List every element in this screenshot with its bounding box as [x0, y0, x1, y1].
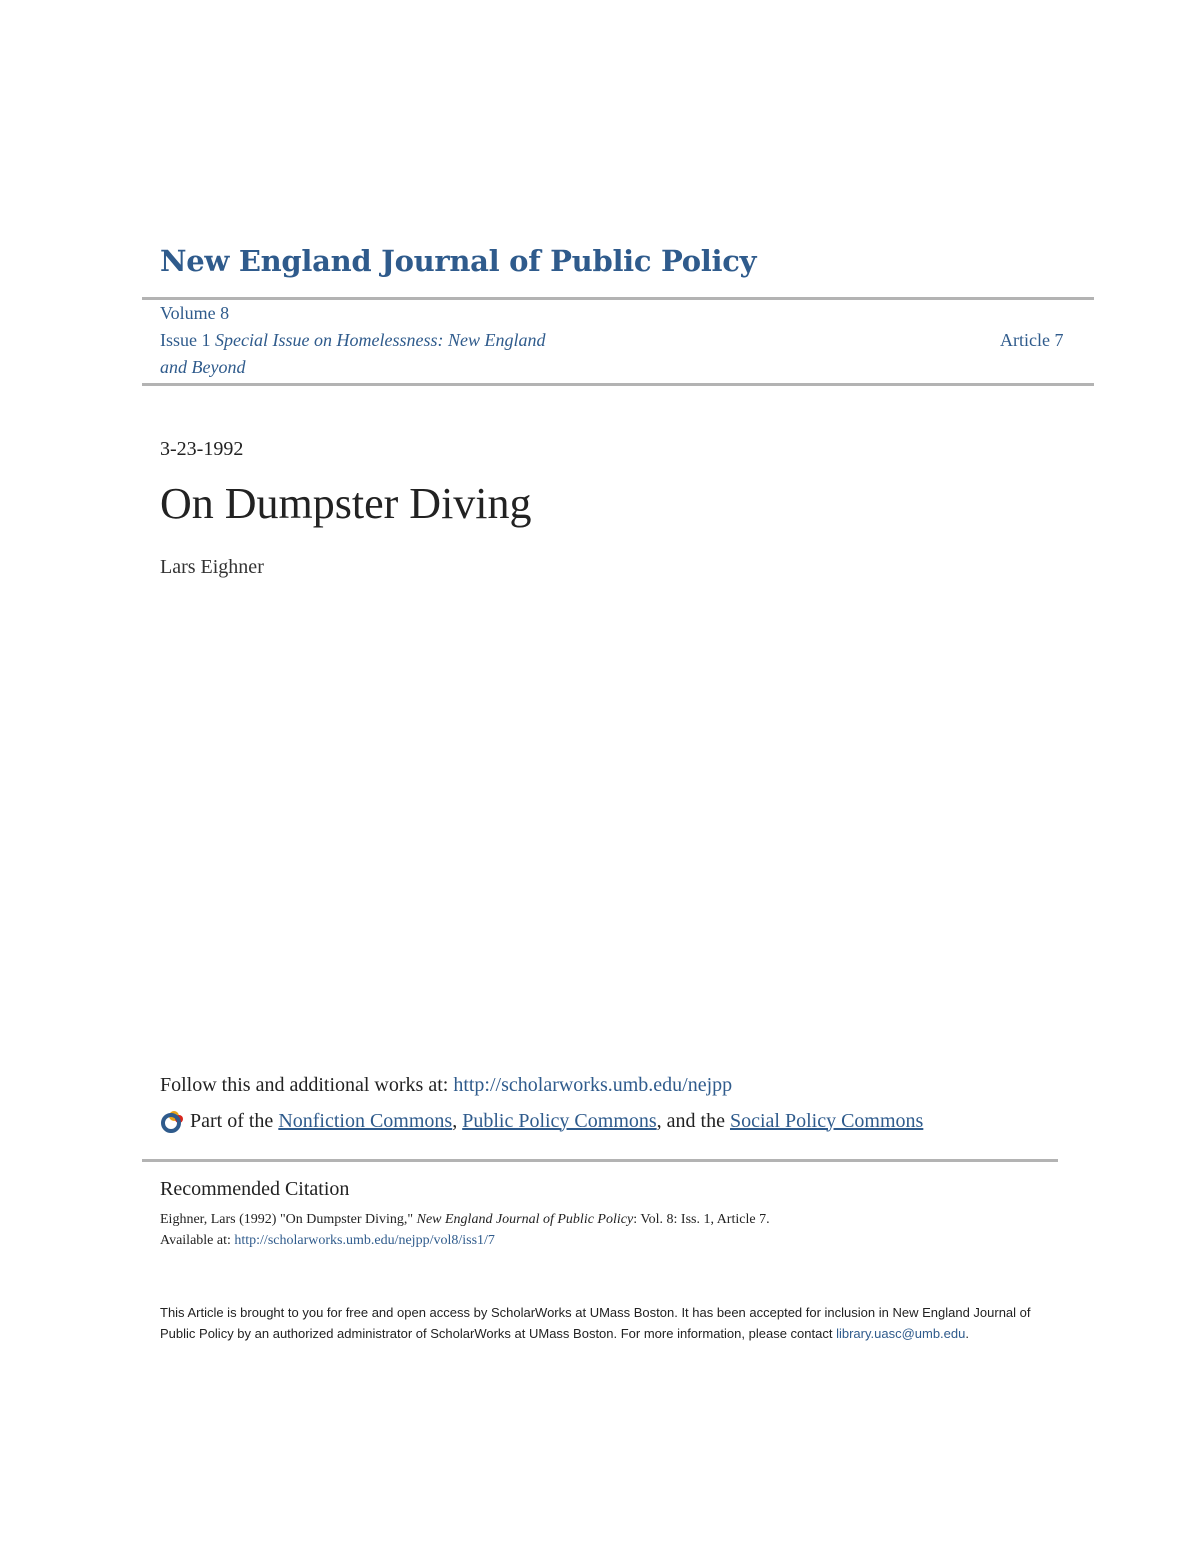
footer-notice [160, 1302, 1050, 1344]
nonfiction-commons-link[interactable]: Nonfiction Commons [278, 1109, 453, 1132]
issue-info [160, 300, 640, 381]
part-sep1: , [452, 1109, 463, 1132]
part-of-line [160, 1108, 923, 1134]
article-number[interactable]: Article 7 [1000, 330, 1064, 350]
public-policy-commons-link[interactable]: Public Policy Commons [462, 1109, 657, 1132]
journal-title[interactable]: New England Journal of Public Policy [160, 244, 757, 278]
citation-text [160, 1209, 770, 1251]
citation-part-a: Eighner, Lars (1992) "On Dumpster Diving," [160, 1212, 417, 1227]
publication-date: 3-23-1992 [160, 438, 244, 460]
bottom-rule [142, 383, 1094, 386]
follow-label: Follow this and additional works at: [160, 1074, 454, 1096]
contact-email-link[interactable]: library.uasc@umb.edu [836, 1326, 966, 1341]
available-label: Available at: [160, 1233, 235, 1248]
issue-link[interactable] [160, 327, 640, 354]
author-name: Lars Eighner [160, 556, 264, 578]
issue-title-line1: Special Issue on Homelessness: New England [215, 330, 546, 350]
volume-link[interactable]: Volume 8 [160, 303, 230, 323]
footer-text: This Article is brought to you for free and open access by ScholarWorks at UMass Boston. It has been accepted for inclusion in New England Journal of Public Policy by an authorized administrator of ScholarWorks at UMass Boston. For more information, please contact [160, 1305, 1031, 1341]
issue-title-line2-wrap[interactable] [160, 354, 640, 381]
follow-url-link[interactable]: http://scholarworks.umb.edu/nejpp [453, 1074, 733, 1096]
network-logo-icon [160, 1108, 186, 1134]
article-title: On Dumpster Diving [160, 479, 532, 528]
part-prefix: Part of the [190, 1109, 279, 1132]
part-sep2: , and the [656, 1109, 730, 1132]
footer-end: . [965, 1326, 969, 1341]
issue-prefix: Issue 1 [160, 330, 211, 350]
citation-part-b: : Vol. 8: Iss. 1, Article 7. [633, 1212, 770, 1227]
follow-line [160, 1074, 732, 1097]
issue-title-line2: and Beyond [160, 357, 246, 377]
recommended-citation-heading: Recommended Citation [160, 1178, 350, 1200]
citation-journal: New England Journal of Public Policy [416, 1212, 634, 1227]
available-url-link[interactable]: http://scholarworks.umb.edu/nejpp/vol8/iss1/7 [234, 1233, 495, 1248]
citation-rule [142, 1159, 1058, 1162]
social-policy-commons-link[interactable]: Social Policy Commons [729, 1109, 924, 1132]
